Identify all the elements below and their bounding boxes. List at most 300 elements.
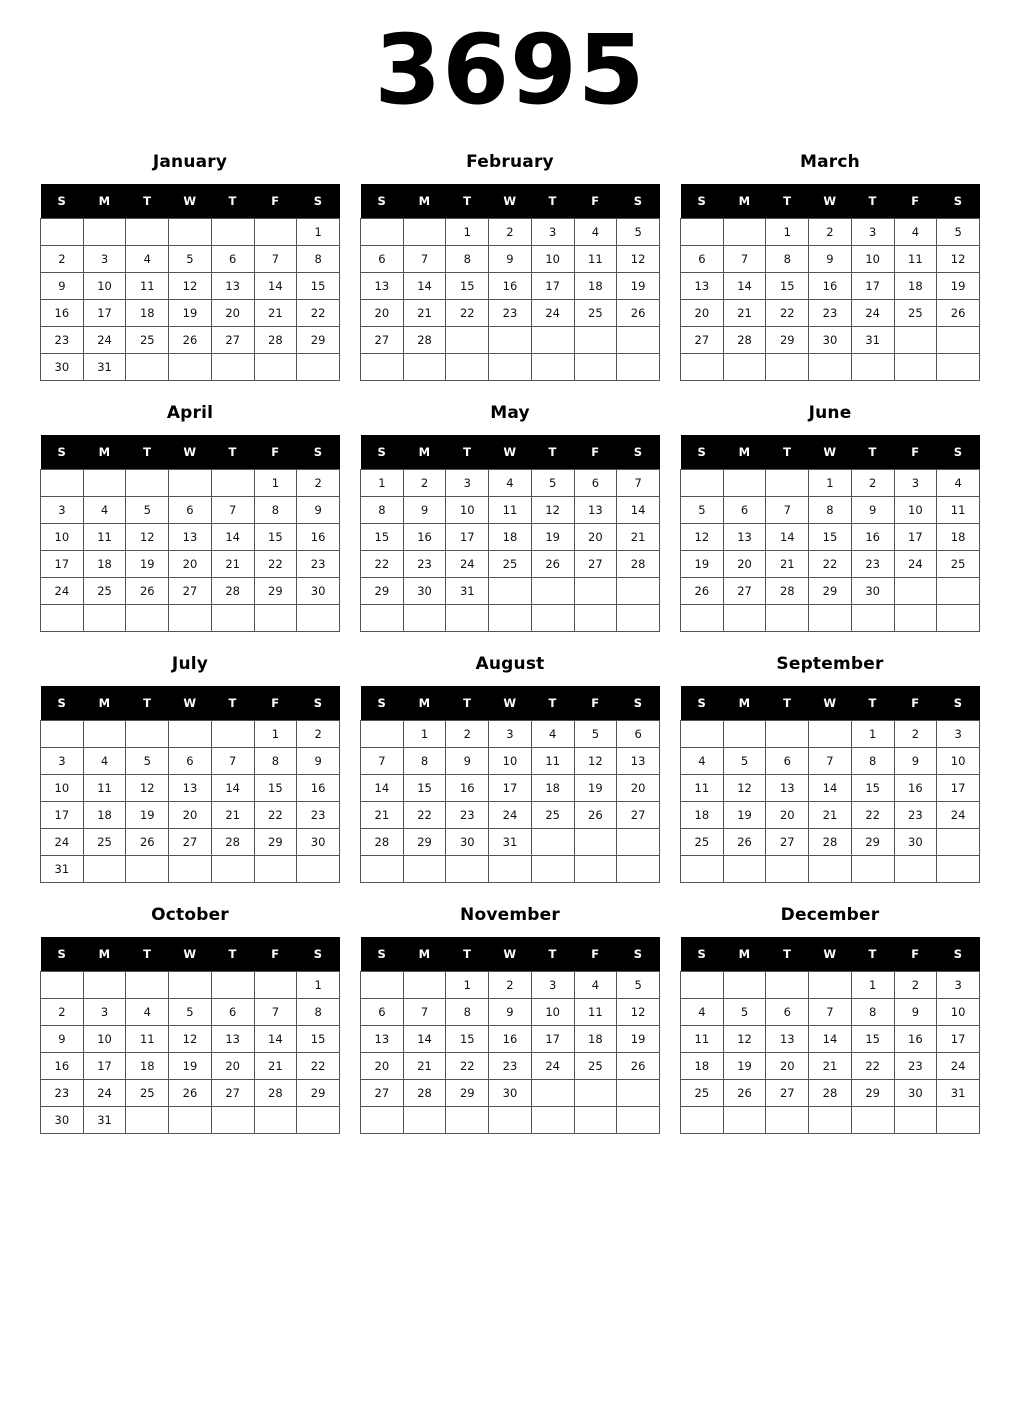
day-cell[interactable]: 12 xyxy=(169,1026,212,1053)
day-cell[interactable]: 12 xyxy=(937,246,980,273)
day-cell[interactable]: 27 xyxy=(766,829,809,856)
day-cell[interactable]: 9 xyxy=(446,748,489,775)
day-cell[interactable]: 8 xyxy=(297,999,340,1026)
day-cell[interactable]: 31 xyxy=(83,354,126,381)
day-cell[interactable]: 21 xyxy=(361,802,404,829)
day-cell[interactable]: 28 xyxy=(809,829,852,856)
day-cell[interactable]: 3 xyxy=(83,999,126,1026)
day-cell[interactable]: 19 xyxy=(723,802,766,829)
day-cell[interactable]: 11 xyxy=(83,775,126,802)
day-cell[interactable]: 6 xyxy=(681,246,724,273)
day-cell[interactable]: 10 xyxy=(894,497,937,524)
day-cell[interactable]: 24 xyxy=(937,1053,980,1080)
day-cell[interactable]: 8 xyxy=(766,246,809,273)
day-cell[interactable]: 27 xyxy=(766,1080,809,1107)
day-cell[interactable]: 20 xyxy=(169,551,212,578)
day-cell[interactable]: 12 xyxy=(617,246,660,273)
day-cell[interactable]: 15 xyxy=(809,524,852,551)
day-cell[interactable]: 11 xyxy=(894,246,937,273)
day-cell[interactable]: 6 xyxy=(361,999,404,1026)
day-cell[interactable]: 21 xyxy=(403,1053,446,1080)
day-cell[interactable]: 18 xyxy=(574,1026,617,1053)
day-cell[interactable]: 2 xyxy=(894,972,937,999)
day-cell[interactable]: 1 xyxy=(297,219,340,246)
day-cell[interactable]: 10 xyxy=(446,497,489,524)
day-cell[interactable]: 9 xyxy=(41,273,84,300)
day-cell[interactable]: 3 xyxy=(937,972,980,999)
day-cell[interactable]: 4 xyxy=(894,219,937,246)
day-cell[interactable]: 31 xyxy=(83,1107,126,1134)
day-cell[interactable]: 5 xyxy=(723,999,766,1026)
day-cell[interactable]: 2 xyxy=(489,972,532,999)
day-cell[interactable]: 8 xyxy=(361,497,404,524)
day-cell[interactable]: 13 xyxy=(574,497,617,524)
day-cell[interactable]: 9 xyxy=(894,748,937,775)
day-cell[interactable]: 2 xyxy=(297,470,340,497)
day-cell[interactable]: 6 xyxy=(574,470,617,497)
day-cell[interactable]: 26 xyxy=(169,327,212,354)
day-cell[interactable]: 8 xyxy=(254,748,297,775)
day-cell[interactable]: 5 xyxy=(169,999,212,1026)
day-cell[interactable]: 30 xyxy=(297,578,340,605)
day-cell[interactable]: 24 xyxy=(894,551,937,578)
day-cell[interactable]: 25 xyxy=(681,1080,724,1107)
day-cell[interactable]: 25 xyxy=(126,1080,169,1107)
day-cell[interactable]: 22 xyxy=(297,1053,340,1080)
day-cell[interactable]: 27 xyxy=(361,327,404,354)
day-cell[interactable]: 31 xyxy=(41,856,84,883)
day-cell[interactable]: 11 xyxy=(83,524,126,551)
day-cell[interactable]: 16 xyxy=(403,524,446,551)
day-cell[interactable]: 4 xyxy=(489,470,532,497)
day-cell[interactable]: 5 xyxy=(723,748,766,775)
day-cell[interactable]: 29 xyxy=(851,829,894,856)
day-cell[interactable]: 14 xyxy=(403,1026,446,1053)
day-cell[interactable]: 14 xyxy=(211,524,254,551)
day-cell[interactable]: 29 xyxy=(403,829,446,856)
day-cell[interactable]: 1 xyxy=(766,219,809,246)
day-cell[interactable]: 3 xyxy=(489,721,532,748)
day-cell[interactable]: 9 xyxy=(41,1026,84,1053)
day-cell[interactable]: 29 xyxy=(254,829,297,856)
day-cell[interactable]: 29 xyxy=(809,578,852,605)
day-cell[interactable]: 21 xyxy=(254,300,297,327)
day-cell[interactable]: 28 xyxy=(254,1080,297,1107)
day-cell[interactable]: 26 xyxy=(126,578,169,605)
day-cell[interactable]: 5 xyxy=(617,972,660,999)
day-cell[interactable]: 28 xyxy=(211,829,254,856)
day-cell[interactable]: 20 xyxy=(681,300,724,327)
day-cell[interactable]: 28 xyxy=(723,327,766,354)
day-cell[interactable]: 15 xyxy=(403,775,446,802)
day-cell[interactable]: 20 xyxy=(211,1053,254,1080)
day-cell[interactable]: 25 xyxy=(489,551,532,578)
day-cell[interactable]: 4 xyxy=(531,721,574,748)
day-cell[interactable]: 15 xyxy=(851,775,894,802)
day-cell[interactable]: 10 xyxy=(937,748,980,775)
day-cell[interactable]: 27 xyxy=(361,1080,404,1107)
day-cell[interactable]: 13 xyxy=(617,748,660,775)
day-cell[interactable]: 18 xyxy=(489,524,532,551)
day-cell[interactable]: 11 xyxy=(126,273,169,300)
day-cell[interactable]: 30 xyxy=(851,578,894,605)
day-cell[interactable]: 17 xyxy=(937,775,980,802)
day-cell[interactable]: 16 xyxy=(297,775,340,802)
day-cell[interactable]: 7 xyxy=(403,246,446,273)
day-cell[interactable]: 1 xyxy=(254,470,297,497)
day-cell[interactable]: 9 xyxy=(894,999,937,1026)
day-cell[interactable]: 8 xyxy=(254,497,297,524)
day-cell[interactable]: 22 xyxy=(766,300,809,327)
day-cell[interactable]: 6 xyxy=(211,246,254,273)
day-cell[interactable]: 1 xyxy=(297,972,340,999)
day-cell[interactable]: 16 xyxy=(297,524,340,551)
day-cell[interactable]: 7 xyxy=(723,246,766,273)
day-cell[interactable]: 24 xyxy=(531,1053,574,1080)
day-cell[interactable]: 23 xyxy=(297,802,340,829)
day-cell[interactable]: 14 xyxy=(254,1026,297,1053)
day-cell[interactable]: 23 xyxy=(894,802,937,829)
day-cell[interactable]: 13 xyxy=(211,1026,254,1053)
day-cell[interactable]: 21 xyxy=(766,551,809,578)
day-cell[interactable]: 11 xyxy=(681,1026,724,1053)
day-cell[interactable]: 6 xyxy=(766,999,809,1026)
day-cell[interactable]: 12 xyxy=(723,775,766,802)
day-cell[interactable]: 30 xyxy=(809,327,852,354)
day-cell[interactable]: 3 xyxy=(531,219,574,246)
day-cell[interactable]: 13 xyxy=(361,1026,404,1053)
day-cell[interactable]: 22 xyxy=(446,1053,489,1080)
day-cell[interactable]: 28 xyxy=(361,829,404,856)
day-cell[interactable]: 28 xyxy=(403,1080,446,1107)
day-cell[interactable]: 18 xyxy=(531,775,574,802)
day-cell[interactable]: 28 xyxy=(809,1080,852,1107)
day-cell[interactable]: 8 xyxy=(403,748,446,775)
day-cell[interactable]: 22 xyxy=(254,551,297,578)
day-cell[interactable]: 17 xyxy=(851,273,894,300)
day-cell[interactable]: 18 xyxy=(894,273,937,300)
day-cell[interactable]: 2 xyxy=(894,721,937,748)
day-cell[interactable]: 30 xyxy=(41,354,84,381)
day-cell[interactable]: 7 xyxy=(766,497,809,524)
day-cell[interactable]: 14 xyxy=(361,775,404,802)
day-cell[interactable]: 4 xyxy=(937,470,980,497)
day-cell[interactable]: 27 xyxy=(617,802,660,829)
day-cell[interactable]: 28 xyxy=(254,327,297,354)
day-cell[interactable]: 16 xyxy=(894,1026,937,1053)
day-cell[interactable]: 29 xyxy=(851,1080,894,1107)
day-cell[interactable]: 5 xyxy=(126,748,169,775)
day-cell[interactable]: 29 xyxy=(766,327,809,354)
day-cell[interactable]: 19 xyxy=(681,551,724,578)
day-cell[interactable]: 28 xyxy=(403,327,446,354)
day-cell[interactable]: 10 xyxy=(83,273,126,300)
day-cell[interactable]: 4 xyxy=(126,999,169,1026)
day-cell[interactable]: 13 xyxy=(169,524,212,551)
day-cell[interactable]: 22 xyxy=(403,802,446,829)
day-cell[interactable]: 10 xyxy=(531,999,574,1026)
day-cell[interactable]: 11 xyxy=(126,1026,169,1053)
day-cell[interactable]: 15 xyxy=(851,1026,894,1053)
day-cell[interactable]: 25 xyxy=(83,829,126,856)
day-cell[interactable]: 1 xyxy=(403,721,446,748)
day-cell[interactable]: 30 xyxy=(894,829,937,856)
day-cell[interactable]: 31 xyxy=(489,829,532,856)
day-cell[interactable]: 5 xyxy=(937,219,980,246)
day-cell[interactable]: 3 xyxy=(894,470,937,497)
day-cell[interactable]: 26 xyxy=(531,551,574,578)
day-cell[interactable]: 25 xyxy=(574,300,617,327)
day-cell[interactable]: 23 xyxy=(297,551,340,578)
day-cell[interactable]: 21 xyxy=(211,802,254,829)
day-cell[interactable]: 9 xyxy=(809,246,852,273)
day-cell[interactable]: 6 xyxy=(361,246,404,273)
day-cell[interactable]: 19 xyxy=(723,1053,766,1080)
day-cell[interactable]: 26 xyxy=(169,1080,212,1107)
day-cell[interactable]: 5 xyxy=(531,470,574,497)
day-cell[interactable]: 24 xyxy=(41,829,84,856)
day-cell[interactable]: 10 xyxy=(937,999,980,1026)
day-cell[interactable]: 15 xyxy=(254,775,297,802)
day-cell[interactable]: 5 xyxy=(617,219,660,246)
day-cell[interactable]: 4 xyxy=(83,748,126,775)
day-cell[interactable]: 18 xyxy=(83,551,126,578)
day-cell[interactable]: 7 xyxy=(254,999,297,1026)
day-cell[interactable]: 16 xyxy=(489,1026,532,1053)
day-cell[interactable]: 10 xyxy=(851,246,894,273)
day-cell[interactable]: 30 xyxy=(446,829,489,856)
day-cell[interactable]: 25 xyxy=(894,300,937,327)
day-cell[interactable]: 21 xyxy=(723,300,766,327)
day-cell[interactable]: 20 xyxy=(617,775,660,802)
day-cell[interactable]: 1 xyxy=(851,721,894,748)
day-cell[interactable]: 7 xyxy=(403,999,446,1026)
day-cell[interactable]: 29 xyxy=(297,327,340,354)
day-cell[interactable]: 21 xyxy=(254,1053,297,1080)
day-cell[interactable]: 2 xyxy=(41,246,84,273)
day-cell[interactable]: 11 xyxy=(574,999,617,1026)
day-cell[interactable]: 26 xyxy=(617,300,660,327)
day-cell[interactable]: 24 xyxy=(83,1080,126,1107)
day-cell[interactable]: 18 xyxy=(126,300,169,327)
day-cell[interactable]: 11 xyxy=(531,748,574,775)
day-cell[interactable]: 11 xyxy=(489,497,532,524)
day-cell[interactable]: 3 xyxy=(41,497,84,524)
day-cell[interactable]: 16 xyxy=(894,775,937,802)
day-cell[interactable]: 30 xyxy=(894,1080,937,1107)
day-cell[interactable]: 7 xyxy=(211,497,254,524)
day-cell[interactable]: 6 xyxy=(766,748,809,775)
day-cell[interactable]: 30 xyxy=(489,1080,532,1107)
day-cell[interactable]: 6 xyxy=(169,748,212,775)
day-cell[interactable]: 12 xyxy=(723,1026,766,1053)
day-cell[interactable]: 2 xyxy=(446,721,489,748)
day-cell[interactable]: 24 xyxy=(446,551,489,578)
day-cell[interactable]: 18 xyxy=(126,1053,169,1080)
day-cell[interactable]: 7 xyxy=(211,748,254,775)
day-cell[interactable]: 12 xyxy=(169,273,212,300)
day-cell[interactable]: 19 xyxy=(574,775,617,802)
day-cell[interactable]: 19 xyxy=(169,1053,212,1080)
day-cell[interactable]: 18 xyxy=(574,273,617,300)
day-cell[interactable]: 17 xyxy=(894,524,937,551)
day-cell[interactable]: 13 xyxy=(766,775,809,802)
day-cell[interactable]: 4 xyxy=(681,748,724,775)
day-cell[interactable]: 24 xyxy=(937,802,980,829)
day-cell[interactable]: 2 xyxy=(403,470,446,497)
day-cell[interactable]: 23 xyxy=(489,300,532,327)
day-cell[interactable]: 20 xyxy=(211,300,254,327)
day-cell[interactable]: 19 xyxy=(937,273,980,300)
day-cell[interactable]: 31 xyxy=(937,1080,980,1107)
day-cell[interactable]: 20 xyxy=(574,524,617,551)
day-cell[interactable]: 4 xyxy=(83,497,126,524)
day-cell[interactable]: 19 xyxy=(617,273,660,300)
day-cell[interactable]: 8 xyxy=(809,497,852,524)
day-cell[interactable]: 12 xyxy=(617,999,660,1026)
day-cell[interactable]: 26 xyxy=(617,1053,660,1080)
day-cell[interactable]: 20 xyxy=(361,1053,404,1080)
day-cell[interactable]: 9 xyxy=(297,748,340,775)
day-cell[interactable]: 27 xyxy=(574,551,617,578)
day-cell[interactable]: 1 xyxy=(446,219,489,246)
day-cell[interactable]: 5 xyxy=(126,497,169,524)
day-cell[interactable]: 7 xyxy=(809,999,852,1026)
day-cell[interactable]: 13 xyxy=(361,273,404,300)
day-cell[interactable]: 22 xyxy=(361,551,404,578)
day-cell[interactable]: 28 xyxy=(211,578,254,605)
day-cell[interactable]: 8 xyxy=(446,246,489,273)
day-cell[interactable]: 16 xyxy=(41,300,84,327)
day-cell[interactable]: 20 xyxy=(169,802,212,829)
day-cell[interactable]: 8 xyxy=(297,246,340,273)
day-cell[interactable]: 20 xyxy=(361,300,404,327)
day-cell[interactable]: 9 xyxy=(297,497,340,524)
day-cell[interactable]: 17 xyxy=(41,551,84,578)
day-cell[interactable]: 18 xyxy=(681,1053,724,1080)
day-cell[interactable]: 5 xyxy=(169,246,212,273)
day-cell[interactable]: 25 xyxy=(531,802,574,829)
day-cell[interactable]: 27 xyxy=(681,327,724,354)
day-cell[interactable]: 12 xyxy=(681,524,724,551)
day-cell[interactable]: 23 xyxy=(41,327,84,354)
day-cell[interactable]: 14 xyxy=(254,273,297,300)
day-cell[interactable]: 29 xyxy=(254,578,297,605)
day-cell[interactable]: 9 xyxy=(403,497,446,524)
day-cell[interactable]: 3 xyxy=(937,721,980,748)
day-cell[interactable]: 27 xyxy=(169,829,212,856)
day-cell[interactable]: 26 xyxy=(574,802,617,829)
day-cell[interactable]: 30 xyxy=(297,829,340,856)
day-cell[interactable]: 23 xyxy=(489,1053,532,1080)
day-cell[interactable]: 27 xyxy=(723,578,766,605)
day-cell[interactable]: 17 xyxy=(531,1026,574,1053)
day-cell[interactable]: 7 xyxy=(617,470,660,497)
day-cell[interactable]: 17 xyxy=(41,802,84,829)
day-cell[interactable]: 13 xyxy=(169,775,212,802)
day-cell[interactable]: 21 xyxy=(403,300,446,327)
day-cell[interactable]: 6 xyxy=(169,497,212,524)
day-cell[interactable]: 2 xyxy=(489,219,532,246)
day-cell[interactable]: 3 xyxy=(83,246,126,273)
day-cell[interactable]: 21 xyxy=(809,802,852,829)
day-cell[interactable]: 17 xyxy=(83,300,126,327)
day-cell[interactable]: 23 xyxy=(894,1053,937,1080)
day-cell[interactable]: 24 xyxy=(531,300,574,327)
day-cell[interactable]: 1 xyxy=(446,972,489,999)
day-cell[interactable]: 10 xyxy=(531,246,574,273)
day-cell[interactable]: 14 xyxy=(211,775,254,802)
day-cell[interactable]: 15 xyxy=(254,524,297,551)
day-cell[interactable]: 18 xyxy=(681,802,724,829)
day-cell[interactable]: 1 xyxy=(851,972,894,999)
day-cell[interactable]: 6 xyxy=(617,721,660,748)
day-cell[interactable]: 22 xyxy=(809,551,852,578)
day-cell[interactable]: 24 xyxy=(851,300,894,327)
day-cell[interactable]: 31 xyxy=(851,327,894,354)
day-cell[interactable]: 24 xyxy=(489,802,532,829)
day-cell[interactable]: 3 xyxy=(531,972,574,999)
day-cell[interactable]: 9 xyxy=(489,246,532,273)
day-cell[interactable]: 19 xyxy=(169,300,212,327)
day-cell[interactable]: 26 xyxy=(937,300,980,327)
day-cell[interactable]: 21 xyxy=(211,551,254,578)
day-cell[interactable]: 19 xyxy=(126,551,169,578)
day-cell[interactable]: 23 xyxy=(809,300,852,327)
day-cell[interactable]: 13 xyxy=(681,273,724,300)
day-cell[interactable]: 16 xyxy=(489,273,532,300)
day-cell[interactable]: 5 xyxy=(681,497,724,524)
day-cell[interactable]: 30 xyxy=(403,578,446,605)
day-cell[interactable]: 25 xyxy=(126,327,169,354)
day-cell[interactable]: 2 xyxy=(41,999,84,1026)
day-cell[interactable]: 15 xyxy=(361,524,404,551)
day-cell[interactable]: 14 xyxy=(809,775,852,802)
day-cell[interactable]: 10 xyxy=(41,775,84,802)
day-cell[interactable]: 4 xyxy=(574,219,617,246)
day-cell[interactable]: 10 xyxy=(83,1026,126,1053)
day-cell[interactable]: 13 xyxy=(211,273,254,300)
day-cell[interactable]: 14 xyxy=(766,524,809,551)
day-cell[interactable]: 24 xyxy=(83,327,126,354)
day-cell[interactable]: 18 xyxy=(83,802,126,829)
day-cell[interactable]: 19 xyxy=(617,1026,660,1053)
day-cell[interactable]: 13 xyxy=(766,1026,809,1053)
day-cell[interactable]: 11 xyxy=(574,246,617,273)
day-cell[interactable]: 12 xyxy=(126,524,169,551)
day-cell[interactable]: 15 xyxy=(446,1026,489,1053)
day-cell[interactable]: 4 xyxy=(681,999,724,1026)
day-cell[interactable]: 1 xyxy=(809,470,852,497)
day-cell[interactable]: 29 xyxy=(361,578,404,605)
day-cell[interactable]: 21 xyxy=(617,524,660,551)
day-cell[interactable]: 4 xyxy=(574,972,617,999)
day-cell[interactable]: 28 xyxy=(766,578,809,605)
day-cell[interactable]: 16 xyxy=(41,1053,84,1080)
day-cell[interactable]: 26 xyxy=(681,578,724,605)
day-cell[interactable]: 22 xyxy=(254,802,297,829)
day-cell[interactable]: 22 xyxy=(446,300,489,327)
day-cell[interactable]: 16 xyxy=(809,273,852,300)
day-cell[interactable]: 10 xyxy=(41,524,84,551)
day-cell[interactable]: 13 xyxy=(723,524,766,551)
day-cell[interactable]: 21 xyxy=(809,1053,852,1080)
day-cell[interactable]: 26 xyxy=(126,829,169,856)
day-cell[interactable]: 5 xyxy=(574,721,617,748)
day-cell[interactable]: 28 xyxy=(617,551,660,578)
day-cell[interactable]: 26 xyxy=(723,1080,766,1107)
day-cell[interactable]: 27 xyxy=(169,578,212,605)
